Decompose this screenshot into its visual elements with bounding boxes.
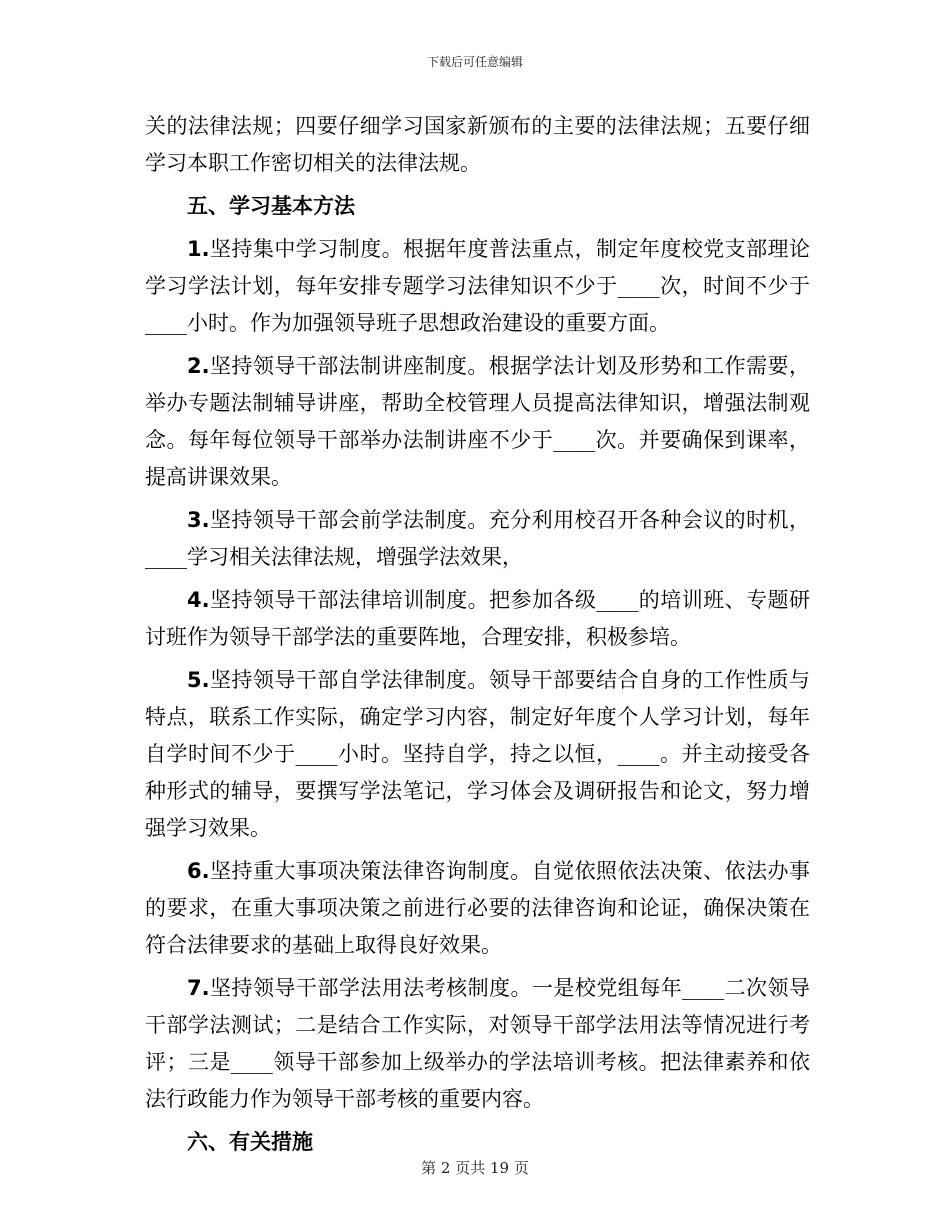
list-item-3 [145, 502, 810, 576]
list-item-text: 坚持领导干部学法用法考核制度。一是校党组每年____二次领导干部学法测试；二是结合工作实际，对领导干部学法用法等情况进行考评；三是____领导干部参加上级举办的学法培训考核。把法律素养和依法行政能力作为领导干部考核的重要内容。 [145, 976, 810, 1111]
list-item-text: 坚持集中学习制度。根据年度普法重点，制定年度校党支部理论学习学法计划，每年安排专题学习法律知识不少于____次，时间不少于____小时。作为加强领导班子思想政治建设的重要方面。 [145, 237, 810, 335]
page-header-note: 下载后可任意编辑 [426, 55, 523, 69]
list-item-text: 坚持领导干部自学法律制度。领导干部要结合自身的工作性质与特点，联系工作实际，确定学习内容，制定好年度个人学习计划，每年自学时间不少于____小时。坚持自学，持之以恒，____。并主动接受各种形式的辅导，要撰写学法笔记，学习体会及调研报告和论文，努力增强学习效果。 [145, 668, 810, 840]
list-item-4 [145, 582, 810, 656]
section-heading-5: 五、学习基本方法 [187, 194, 355, 218]
list-item-text: 坚持领导干部法制讲座制度。根据学法计划及形势和工作需要，举办专题法制辅导讲座，帮助全校管理人员提高法律知识，增强法制观念。每年每位领导干部举办法制讲座不少于____次。并要确保到课率，提高讲课效果。 [145, 354, 810, 489]
document-body [145, 108, 810, 1167]
list-item-text: 坚持领导干部会前学法制度。充分利用校召开各种会议的时机，____学习相关法律法规，增强学法效果， [145, 508, 810, 569]
list-item-number: 3. [187, 508, 210, 532]
list-item-1 [145, 231, 810, 342]
list-item-number: 2. [187, 354, 210, 378]
page-number-footer: 第 2 页共 19 页 [421, 1159, 529, 1177]
list-item-number: 4. [187, 588, 210, 612]
section-heading-6: 六、有关措施 [187, 1130, 313, 1154]
list-item-number: 5. [187, 668, 210, 692]
paragraph-continued: 关的法律法规；四要仔细学习国家新颁布的主要的法律法规；五要仔细学习本职工作密切相关的法律法规。 [145, 114, 810, 175]
list-item-5 [145, 662, 810, 847]
list-item-text: 坚持重大事项决策法律咨询制度。自觉依照依法决策、依法办事的要求，在重大事项决策之前进行必要的法律咨询和论证，确保决策在符合法律要求的基础上取得良好效果。 [145, 859, 810, 957]
list-item-text: 坚持领导干部法律培训制度。把参加各级____的培训班、专题研讨班作为领导干部学法的重要阵地，合理安排，积极参培。 [145, 588, 810, 649]
list-item-number: 7. [187, 976, 210, 1000]
list-item-2 [145, 348, 810, 496]
list-item-6 [145, 853, 810, 964]
list-item-number: 1. [187, 237, 210, 261]
list-item-7 [145, 970, 810, 1118]
list-item-number: 6. [187, 859, 210, 883]
